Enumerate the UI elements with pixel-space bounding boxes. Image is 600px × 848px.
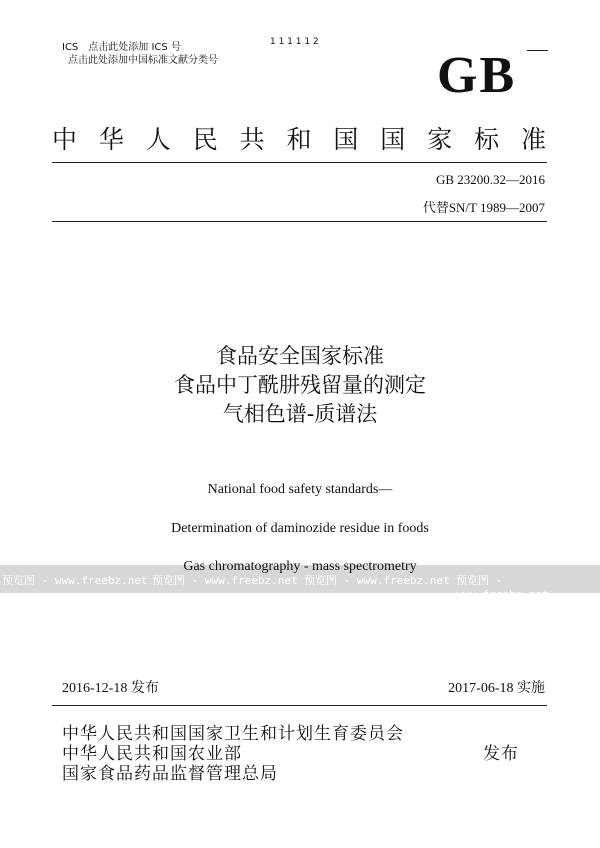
- replaces-standard: 代替SN/T 1989—2007: [422, 200, 545, 215]
- watermark-text: 预览图 - www.freebz.net: [304, 574, 450, 587]
- en-title-line: Determination of daminozide residue in foods: [171, 521, 429, 536]
- ics-field[interactable]: ICS 点击此处添加 ICS 号: [62, 42, 181, 53]
- issue-label: 发布: [483, 744, 519, 764]
- watermark-text: 预览图 - www.freebz.net: [152, 574, 298, 587]
- issuer: 中华人民共和国农业部: [62, 744, 242, 764]
- standard-number: GB 23200.32—2016: [435, 172, 545, 187]
- divider: [52, 705, 547, 706]
- main-title: 中华人民共和国国家标准: [52, 125, 548, 154]
- divider: [52, 221, 547, 222]
- watermark-text: 预览图 - www.freebz.net: [2, 574, 148, 587]
- effective-date: 2017-06-18 实施: [448, 681, 545, 696]
- issuer: 国家食品药品监督管理总局: [62, 764, 278, 784]
- ccs-field[interactable]: 点击此处添加中国标准文献分类号: [68, 55, 218, 66]
- en-title-line: National food safety standards—: [207, 482, 393, 497]
- cn-title-line: 食品安全国家标准: [216, 344, 384, 368]
- en-title-line: Gas chromatography - mass spectrometry: [183, 559, 417, 574]
- issue-date: 2016-12-18 发布: [62, 681, 159, 696]
- code-marks: 1 1 1 1 1 2: [270, 37, 319, 47]
- divider: [52, 162, 547, 163]
- cn-title-line: 气相色谱-质谱法: [222, 402, 378, 426]
- watermark-text: 预览图 - www.freebz.net: [456, 574, 549, 601]
- logo-dash: [527, 50, 548, 51]
- issuer: 中华人民共和国国家卫生和计划生育委员会: [62, 724, 404, 744]
- cn-title-line: 食品中丁酰肼残留量的测定: [174, 373, 426, 397]
- gb-logo: GB: [437, 47, 517, 104]
